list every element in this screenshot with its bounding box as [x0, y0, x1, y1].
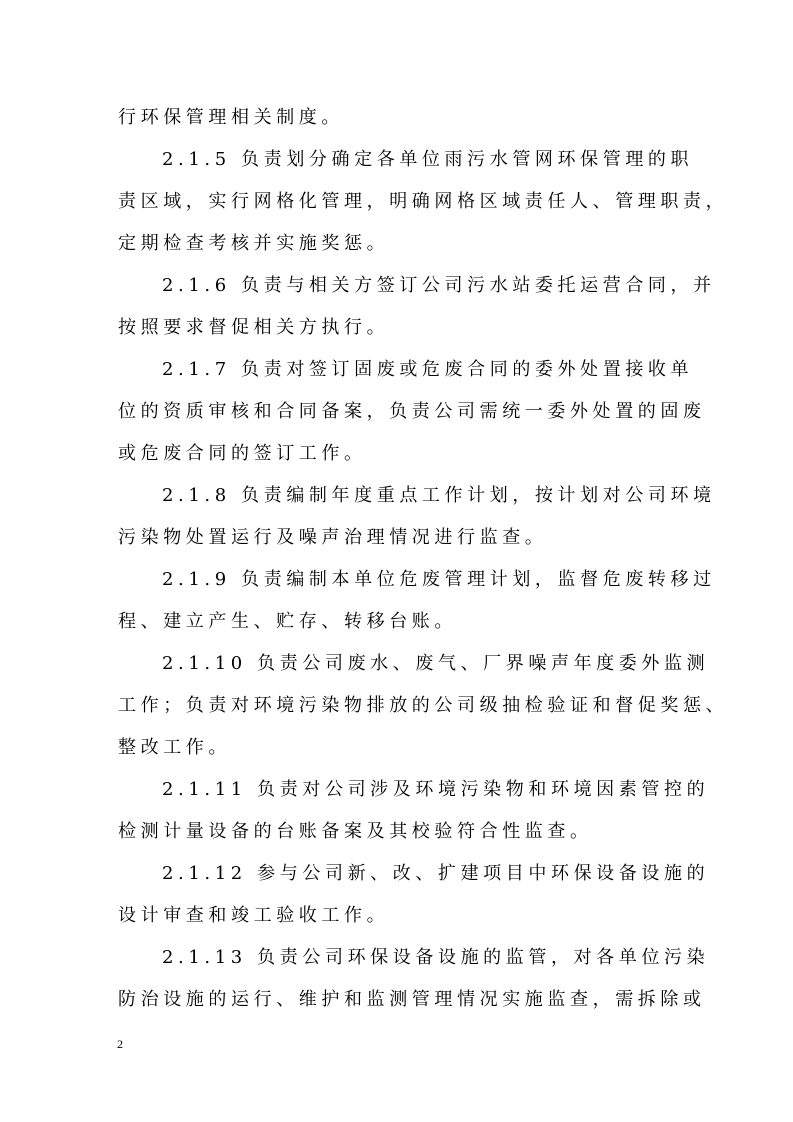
clause-2-1-7-line-2: 位的资质审核和合同备案，负责公司需统一委外处置的固废 [118, 401, 706, 422]
text-line-1: 行环保管理相关制度。 [118, 107, 344, 128]
clause-2-1-7-line-1: 2.1.7 负责对签订固废或危废合同的委外处置接收单 [162, 359, 694, 380]
clause-2-1-13-line-1: 2.1.13 负责公司环保设备设施的监管，对各单位污染 [162, 947, 710, 968]
clause-2-1-5-line-1: 2.1.5 负责划分确定各单位雨污水管网环保管理的职 [162, 149, 694, 170]
clause-2-1-6-line-1: 2.1.6 负责与相关方签订公司污水站委托运营合同，并 [162, 275, 716, 296]
clause-2-1-6-line-2: 按照要求督促相关方执行。 [118, 317, 390, 338]
clause-2-1-9-line-2: 程、建立产生、贮存、转移台账。 [118, 611, 457, 632]
clause-2-1-5-line-2: 责区域，实行网格化管理，明确网格区域责任人、管理职责， [118, 191, 729, 212]
clause-2-1-8-line-1: 2.1.8 负责编制年度重点工作计划，按计划对公司环境 [162, 485, 716, 506]
clause-2-1-11-line-2: 检测计量设备的台账备案及其校验符合性监查。 [118, 821, 593, 842]
clause-2-1-12-line-2: 设计审查和竣工验收工作。 [118, 905, 390, 926]
clause-2-1-8-line-2: 污染物处置运行及噪声治理情况进行监查。 [118, 527, 548, 548]
clause-2-1-12-line-1: 2.1.12 参与公司新、改、扩建项目中环保设备设施的 [162, 863, 710, 884]
clause-2-1-13-line-2: 防治设施的运行、维护和监测管理情况实施监查，需拆除或 [118, 989, 706, 1010]
clause-2-1-5-line-3: 定期检查考核并实施奖惩。 [118, 233, 390, 254]
clause-2-1-9-line-1: 2.1.9 负责编制本单位危废管理计划，监督危废转移过 [162, 569, 716, 590]
clause-2-1-10-line-2: 工作；负责对环境污染物排放的公司级抽检验证和督促奖惩、 [118, 695, 729, 716]
clause-2-1-7-line-3: 或危废合同的签订工作。 [118, 443, 367, 464]
clause-2-1-10-line-1: 2.1.10 负责公司废水、废气、厂界噪声年度委外监测 [162, 653, 710, 674]
clause-2-1-10-line-3: 整改工作。 [118, 737, 231, 758]
page-number: 2 [117, 1037, 123, 1051]
clause-2-1-11-line-1: 2.1.11 负责对公司涉及环境污染物和环境因素管控的 [162, 779, 710, 800]
